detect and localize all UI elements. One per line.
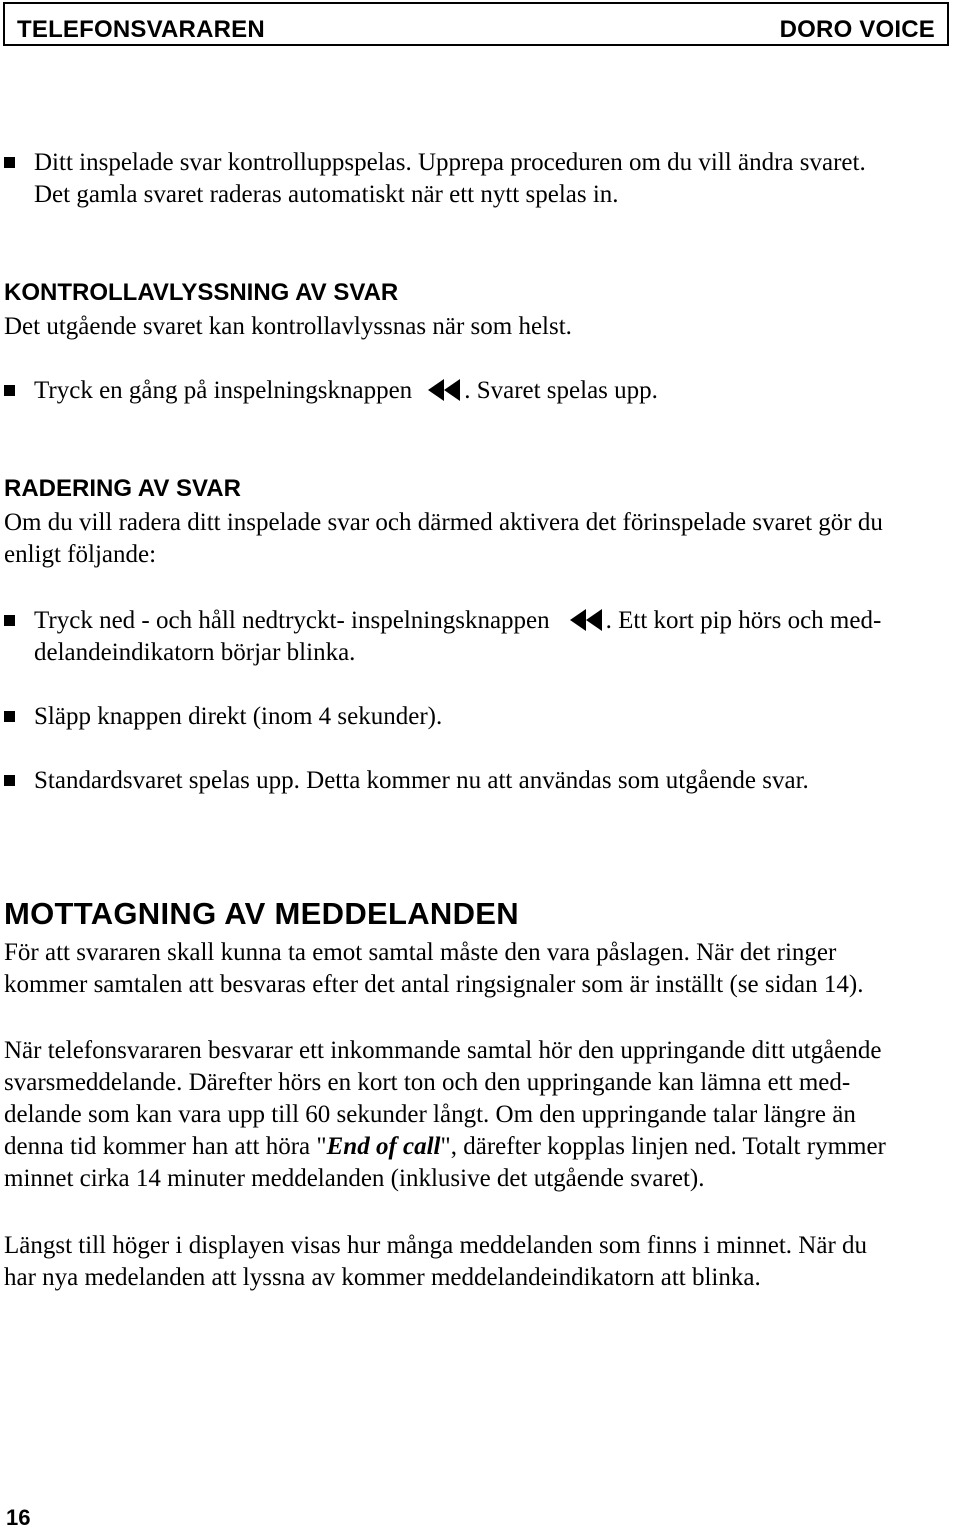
radering-bullet-1-line2: delandeindikatorn börjar blinka. — [34, 639, 356, 666]
header-title: TELEFONSVARAREN — [17, 16, 265, 43]
kontroll-bullet-after: . Svaret spelas upp. — [464, 377, 658, 404]
mottagning-heading: MOTTAGNING AV MEDDELANDEN — [4, 896, 519, 931]
kontroll-heading: KONTROLLAVLYSSNING AV SVAR — [4, 279, 399, 306]
mottagning-p2-line4-before: denna tid kommer han att höra " — [4, 1133, 327, 1160]
radering-intro-line1: Om du vill radera ditt inspelade svar och därmed aktivera det förinspelade svaret gör du — [4, 509, 883, 536]
mottagning-p1-line1: För att svararen skall kunna ta emot samtal måste den vara påslagen. När det ringer — [4, 939, 837, 966]
bullet-square-icon — [4, 775, 15, 786]
radering-bullet-3 — [4, 765, 956, 797]
mottagning-p2-line2: svarsmeddelande. Därefter hörs en kort ton och den uppringande kan lämna ett med- — [4, 1069, 851, 1096]
end-of-call-emphasis: End of call — [326, 1133, 441, 1160]
kontroll-text: Det utgående svaret kan kontrollavlyssnas när som helst. — [4, 313, 572, 340]
kontroll-bullet — [4, 375, 956, 407]
radering-bullet-1-after: . Ett kort pip hörs och med- — [605, 607, 882, 634]
radering-intro-line2: enligt följande: — [4, 541, 157, 568]
intro-bullet — [4, 147, 956, 211]
radering-bullet-3-text: Standardsvaret spelas upp. Detta kommer nu att användas som utgående svar. — [34, 767, 809, 794]
mottagning-paragraph-1 — [4, 937, 956, 1001]
page-number: 16 — [6, 1505, 31, 1530]
intro-bullet-line1: Ditt inspelade svar kontrolluppspelas. Upprepa proceduren om du vill ändra svaret. — [34, 149, 866, 176]
page-header — [3, 2, 949, 46]
intro-bullet-line2: Det gamla svaret raderas automatiskt när ett nytt spelas in. — [34, 181, 619, 208]
bullet-square-icon — [4, 157, 15, 168]
mottagning-p1-line2: kommer samtalen att besvaras efter det antal ringsignaler som är inställt (se sidan 14). — [4, 971, 864, 998]
bullet-square-icon — [4, 711, 15, 722]
mottagning-p2-line1: När telefonsvararen besvarar ett inkommande samtal hör den uppringande ditt utgående — [4, 1037, 882, 1064]
bullet-square-icon — [4, 385, 15, 396]
radering-bullet-1-text: Tryck ned - och håll nedtryckt- inspelningsknappen — [34, 607, 550, 634]
mottagning-p2-line3: delande som kan vara upp till 60 sekunder långt. Om den uppringande talar längre än — [4, 1101, 856, 1128]
kontroll-bullet-text: Tryck en gång på inspelningsknappen — [34, 377, 413, 404]
header-product: DORO VOICE — [779, 16, 935, 43]
radering-bullet-2-text: Släpp knappen direkt (inom 4 sekunder). — [34, 703, 443, 730]
rewind-icon — [426, 378, 462, 400]
radering-bullet-1 — [4, 605, 956, 669]
rewind-icon — [568, 608, 604, 630]
bullet-square-icon — [4, 615, 15, 626]
radering-heading: RADERING AV SVAR — [4, 475, 241, 502]
mottagning-p2-line5: minnet cirka 14 minuter meddelanden (inklusive det utgående svaret). — [4, 1165, 705, 1192]
mottagning-paragraph-2 — [4, 1035, 956, 1195]
mottagning-p3-line1: Längst till höger i displayen visas hur många meddelanden som finns i minnet. När du — [4, 1232, 868, 1259]
mottagning-p3-line2: har nya medelanden att lyssna av kommer meddelandeindikatorn att blinka. — [4, 1264, 761, 1291]
mottagning-p2-line4-after: ", därefter kopplas linjen ned. Totalt rymmer — [440, 1133, 886, 1160]
radering-bullet-2 — [4, 701, 956, 733]
mottagning-paragraph-3 — [4, 1230, 956, 1294]
radering-intro — [4, 507, 956, 571]
